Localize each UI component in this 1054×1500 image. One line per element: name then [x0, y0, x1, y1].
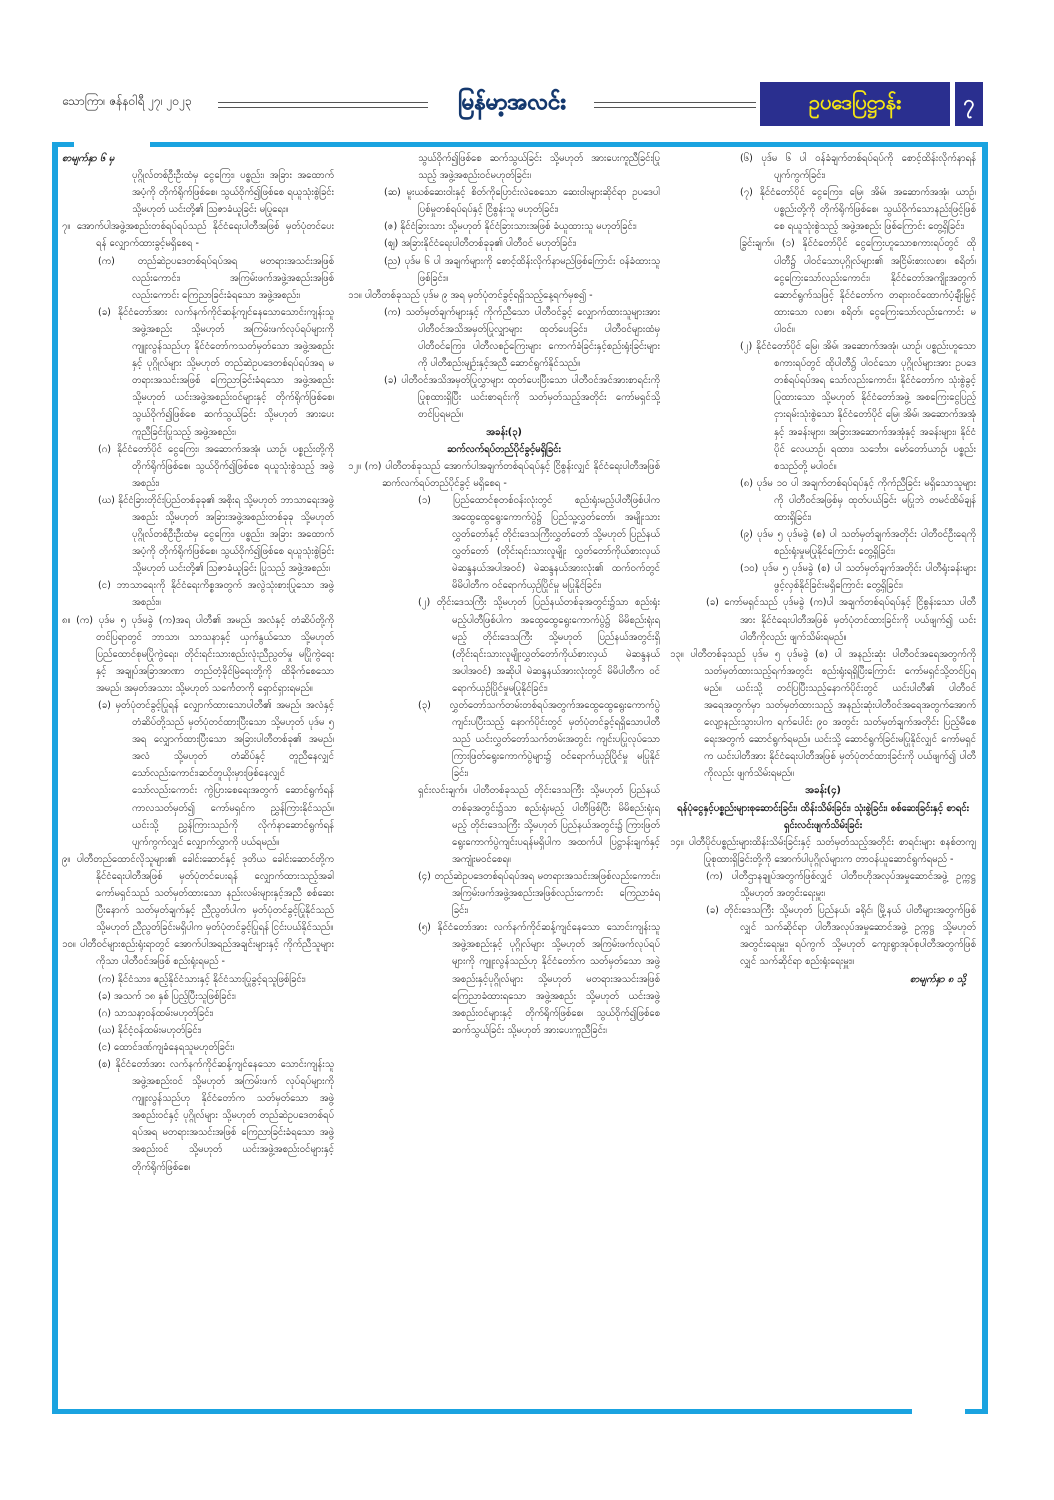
- header-rule-left: [218, 102, 428, 108]
- paragraph: ၁၁။ ပါတီတစ်ခုသည် ပုဒ်မ ၉ အရ မှတ်ပုံတင်ခွင့်ရရှိသည့်နေ့ရက်မှစ၍ -: [348, 289, 593, 301]
- paragraph: သွယ်ဝိုက်၍ဖြစ်စေ ဆက်သွယ်ခြင်း သို့မဟုတ် အားပေးကူညီခြင်းပြုသည့် အဖွဲ့အစည်းဝင်မဟုတ်ခြင်း၊: [418, 153, 660, 182]
- continued-from-label: စာမျက်နှာ ၆ မှ: [62, 153, 115, 164]
- paragraph: ၈။ (က) ပုဒ်မ ၅ ပုဒ်မခွဲ (က)အရ ပါတီ၏ အမည်၊ အလံနှင့် တံဆိပ်တို့ကို တင်ပြရာတွင် ဘာသာ၊ သာသနာနှင့် ယှက်နွယ်သော သို့မဟုတ် ပြည်ထောင်စုမပြိုကွဲရေး၊ တိုင်းရင်းသားစည်းလုံးညီညွတ်မှု မပြိုကွဲရေးနှင့် အချုပ်အခြာအာဏာ တည်တံ့ခိုင်မြဲရေးတို့ကို ထိခိုက်စေသော အမည်၊ အမှတ်အသား သို့မဟုတ် သင်္ကေတကို ရှောင်ရှားရမည်။: [62, 614, 334, 694]
- section-title: ဥပဒေပြဋ္ဌာန်း: [760, 82, 950, 126]
- paragraph: (ခ) နိုင်ငံတော်အား လက်နက်ကိုင်ဆန့်ကျင်နေသောသောင်းကျန်းသူအဖွဲ့အစည်း သို့မဟုတ် အကြမ်းဖက်လုပ်ရပ်များကို ကျူးလွန်သည်ဟု နိုင်ငံတော်ကသတ်မှတ်သော အဖွဲ့အစည်းနှင့် ပုဂ္ဂိုလ်များ သို့မဟုတ် တည်ဆဲဥပဒေတစ်ရပ်ရပ်အရ မတရားအသင်းအဖြစ် ကြေညာခြင်းခံရသော အဖွဲ့အစည်း သို့မဟုတ် ယင်းအဖွဲ့အစည်းဝင်များနှင့် တိုက်ရိုက်ဖြစ်စေ၊ သွယ်ဝိုက်၍ဖြစ်စေ ဆက်သွယ်ခြင်း သို့မဟုတ် အားပေးကူညီခြင်းပြုသည့် အဖွဲ့အစည်း၊: [98, 306, 334, 438]
- paragraph: (င) ထောင်ဒဏ်ကျခံနေရသူမဟုတ်ခြင်း၊: [98, 1041, 235, 1053]
- frame-border-top: [150, 142, 988, 147]
- paragraph: ၁၃။ ပါတီတစ်ခုသည် ပုဒ်မ ၅ ပုဒ်မခွဲ (စ) ပါ အနည်းဆုံး ပါတီဝင်အရေအတွက်ကို သတ်မှတ်ထားသည့်ရက်အတွင်း စည်းရုံးရရှိပြီးကြောင်း ကော်မရှင်သို့တင်ပြရမည်။ ယင်းသို့ တင်ပြပြီးသည့်နောက်ပိုင်းတွင် ယင်းပါတီ၏ ပါတီဝင်အရေအတွက်မှာ သတ်မှတ်ထားသည့် အနည်းဆုံးပါတီဝင်အရေအတွက်အောက် လျော့နည်းသွားပါက ရက်ပေါင်း ၉၀ အတွင်း သတ်မှတ်ချက်အတိုင်း ပြည့်မီစေရေးအတွက် ဆောင်ရွက်ရမည်။ ယင်းသို့ ဆောင်ရွက်ခြင်းမပြုနိုင်လျှင် ကော်မရှင်က ယင်းပါတီအား နိုင်ငံရေးပါတီအဖြစ် မှတ်ပုံတင်ထားခြင်းကို ပယ်ဖျက်၍ ပါတီကိုလည်း ဖျက်သိမ်းရမည်။: [670, 648, 976, 780]
- article-column-2: [348, 150, 660, 1402]
- paragraph: (ခ) ပါတီဝင်အသိအမှတ်ပြုလွှာများ ထုတ်ပေးပြီးသော ပါတီဝင်အင်အားစာရင်းကို ပြုစုထားရှိပြီး ယင်းစာရင်းကို သတ်မှတ်သည့်အတိုင်း ကော်မရှင်သို့ တင်ပြရမည်။: [384, 375, 660, 421]
- article-column-1: [62, 150, 334, 1402]
- paragraph: ၁၀။ ပါတီဝင်များစည်းရုံးရာတွင် အောက်ပါအရည်အချင်းများနှင့် ကိုက်ညီသူများကိုသာ ပါတီဝင်အဖြစ် စည်းရုံးရမည် -: [62, 939, 334, 968]
- paragraph: (၆) ပုဒ်မ ၆ ပါ ဝန်ခံချက်တစ်ရပ်ရပ်ကို စောင့်ထိန်းလိုက်နာရန် ပျက်ကွက်ခြင်း၊: [740, 153, 976, 182]
- paragraph: (ခ) ကော်မရှင်သည် ပုဒ်မခွဲ (က)ပါ အချက်တစ်ရပ်ရပ်နှင့် ငြိစွန်းသော ပါတီအား နိုင်ငံရေးပါတီအဖြစ် မှတ်ပုံတင်ထားခြင်းကို ပယ်ဖျက်၍ ယင်းပါတီကိုလည်း ဖျက်သိမ်းရမည်။: [706, 597, 976, 643]
- masthead-logo: မြန်မာ့အလင်း: [458, 89, 566, 115]
- frame-border-bottom: [965, 1409, 988, 1414]
- page-number: ၇: [955, 82, 983, 126]
- paragraph: (ခ) အသက် ၁၈ နှစ် ပြည့်ပြီးသူဖြစ်ခြင်း၊: [98, 990, 236, 1002]
- paragraph: (ဆ) မူးယစ်ဆေးဝါးနှင့် စိတ်ကိုပြောင်းလဲစေသော ဆေးဝါးများဆိုင်ရာ ဥပဒေပါ ပြစ်မှုတစ်ရပ်ရပ်နှင့် ငြိစွန်းသူ မဟုတ်ခြင်း၊: [384, 187, 660, 216]
- paragraph: (၉) ပုဒ်မ ၅ ပုဒ်မခွဲ (စ) ပါ သတ်မှတ်ချက်အတိုင်း ပါတီဝင်ဦးရေကို စည်းရုံးမှုမပြုနိုင်ကြောင်း တွေ့ရှိခြင်း၊: [740, 529, 976, 558]
- page-header: [0, 0, 1054, 140]
- chapter-heading: ရန်ပုံငွေနှင့်ပစ္စည်းများစုဆောင်းခြင်း၊ ထိန်းသိမ်းခြင်း၊ သုံးစွဲခြင်း၊ စစ်ဆေးခြင်းနှင့် စာရင်းရှင်းလင်းဖျက်သိမ်းခြင်း: [676, 802, 970, 831]
- paragraph: (၂) တိုင်းဒေသကြီး သို့မဟုတ် ပြည်နယ်တစ်ခုအတွင်း၌သာ စည်းရုံးမည့်ပါတီဖြစ်ပါက အထွေထွေရွေးကောက်ပွဲ၌ မိမိစည်းရုံးရမည့် တိုင်းဒေသကြီး သို့မဟုတ် ပြည်နယ်အတွင်းရှိ (တိုင်းရင်းသားလူမျိုးလွှတ်တော်ကိုယ်စားလှယ် မဲဆန္ဒနယ်အပါအဝင်) အဆိုပါ မဲဆန္ဒနယ်အားလုံးတွင် မိမိပါတီက ဝင်ရောက်ယှဉ်ပြိုင်မှုမပြုနိုင်ခြင်း၊: [418, 597, 660, 694]
- chapter-heading: အခန်း(၃): [486, 426, 522, 438]
- paragraph: (စ) နိုင်ငံတော်အား လက်နက်ကိုင်ဆန့်ကျင်နေသော သောင်းကျန်းသူ အဖွဲ့အစည်းဝင် သို့မဟုတ် အကြမ်းဖက် လုပ်ရပ်များကို ကျူးလွန်သည်ဟု နိုင်ငံတော်က သတ်မှတ်သော အဖွဲ့အစည်းဝင်နှင့် ပုဂ္ဂိုလ်များ သို့မဟုတ် တည်ဆဲဥပဒေတစ်ရပ်ရပ်အရ မတရားအသင်းအဖြစ် ကြေညာခြင်းခံရသော အဖွဲ့အစည်းဝင် သို့မဟုတ် ယင်းအဖွဲ့အစည်းဝင်များနှင့် တိုက်ရိုက်ဖြစ်စေ၊: [98, 1058, 334, 1173]
- paragraph: ၁၄။ ပါတီပိုင်ပစ္စည်းများထိန်းသိမ်းခြင်းနှင့် သတ်မှတ်သည့်အတိုင်း စာရင်းများ စနစ်တကျပြုစုထားရှိခြင်းတို့ကို အောက်ပါပုဂ္ဂိုလ်များက တာဝန်ယူဆောင်ရွက်ရမည် -: [670, 836, 976, 865]
- frame-border-top: [52, 142, 74, 147]
- frame-border-bottom: [52, 1409, 912, 1414]
- paragraph: (၁၀) ပုဒ်မ ၅ ပုဒ်မခွဲ (စ) ပါ သတ်မှတ်ချက်အတိုင်း ပါတီရုံးခန်းများ ဖွင့်လှစ်နိုင်ခြင်းမရှိကြောင်း တွေ့ရှိခြင်း၊: [740, 563, 976, 592]
- paragraph: (က) တည်ဆဲဥပဒေတစ်ရပ်ရပ်အရ မတရားအသင်းအဖြစ် လည်းကောင်း၊ အကြမ်းဖက်အဖွဲ့အစည်းအဖြစ် လည်းကောင်း ကြေညာခြင်းခံရသော အဖွဲ့အစည်း၊: [98, 255, 334, 301]
- continued-to-label: စာမျက်နှာ ၈ သို့: [909, 973, 966, 985]
- paragraph: (က) သတ်မှတ်ချက်များနှင့် ကိုက်ညီသော ပါတီဝင်ခွင့် လျှောက်ထားသူများအား ပါတီဝင်အသိအမှတ်ပြုလျှာများ ထုတ်ပေးခြင်း၊ ပါတီဝင်များထံမှ ပါတီဝင်ကြေး၊ ပါတီလစဉ်ကြေးများ ကောက်ခံခြင်းနှင့်စည်းရုံးခြင်းများကို ပါတီစည်းမျဉ်းနှင့်အညီ ဆောင်ရွက်နိုင်သည်။: [384, 306, 660, 370]
- paragraph: (၈) ပုဒ်မ ၁၀ ပါ အချက်တစ်ရပ်ရပ်နှင့် ကိုက်ညီခြင်း မရှိသောသူများကို ပါတီဝင်အဖြစ်မှ ထုတ်ပယ်ခြင်း မပြုဘဲ တမင်ထိမ်ချန်ထားရှိခြင်း၊: [740, 477, 976, 523]
- chapter-heading: ဆက်လက်ရပ်တည်ပိုင်ခွင့်မရှိခြင်း: [447, 443, 561, 455]
- chapter-heading: အခန်း(၄): [805, 785, 841, 797]
- paragraph: (၁) ပြည်ထောင်စုတစ်ဝန်းလုံးတွင် စည်းရုံးမည့်ပါတီဖြစ်ပါက အထွေထွေရွေးကောက်ပွဲ၌ ပြည်သူ့လွှတ်တော်၊ အမျိုးသားလွှတ်တော်နှင့် တိုင်းဒေသကြီးလွှတ်တော် သို့မဟုတ် ပြည်နယ်လွှတ်တော် (တိုင်းရင်းသားလူမျိုး လွှတ်တော်ကိုယ်စားလှယ် မဲဆန္ဒနယ်အပါအဝင်) မဲဆန္ဒနယ်အားလုံး၏ ထက်ဝက်တွင် မိမိပါတီက ဝင်ရောက်ယှဉ်ပြိုင်မှု မပြုနိုင်ခြင်း၊: [418, 494, 660, 592]
- paragraph: ၉။ ပါတီတည်ထောင်လိုသူများ၏ ခေါင်းဆောင်နှင့် ဒုတိယ ခေါင်းဆောင်တို့က နိုင်ငံရေးပါတီအဖြစ် မှတ်ပုံတင်ပေးရန် လျှောက်ထားသည့်အခါ ကော်မရှင်သည် သတ်မှတ်ထားသော နည်းလမ်းများနှင့်အညီ စစ်ဆေးပြီးနောက် သတ်မှတ်ချက်နှင့် ညီညွတ်ပါက မှတ်ပုံတင်ခွင့်ပြုနိုင်သည် သို့မဟုတ် ညီညွတ်ခြင်းမရှိပါက မှတ်ပုံတင်ခွင့်ပြုရန် ငြင်းပယ်နိုင်သည်။: [62, 853, 334, 934]
- paragraph: (၂) နိုင်ငံတော်ပိုင် မြေ၊ အိမ်၊ အဆောက်အအုံ၊ ယာဉ်၊ ပစ္စည်းဟူသော စကားရပ်တွင် ထိုပါတီ၌ ပါဝင်သော ပုဂ္ဂိုလ်များအား ဥပဒေတစ်ရပ်ရပ်အရ သော်လည်းကောင်း၊ နိုင်ငံတော်က သုံးစွဲခွင့်ပြုထားသော သို့မဟုတ် နိုင်ငံတော်အဖွဲ့ အစကြေးငွေပြည့် ငှားရမ်းသုံးစွဲသော နိုင်ငံတော်ပိုင် မြေ၊ အိမ်၊ အဆောက်အအုံနှင့် အခန်းများ၊ အခြားအဆောက်အအုံနှင့် အခန်းများ၊ နိုင်ငံပိုင် လေယာဉ်၊ ရထား၊ သင်္ဘော၊ မော်တော်ယာဉ်၊ ပစ္စည်း စသည်တို့ မပါဝင်။: [740, 341, 976, 472]
- issue-date: သောကြာ၊ ဇန်နဝါရီ ၂၇၊ ၂၀၂၃: [62, 94, 192, 108]
- paragraph: (၄) တည်ဆဲဥပဒေတစ်ရပ်ရပ်အရ မတရားအသင်းအဖြစ်လည်းကောင်း၊ အကြမ်းဖက်အဖွဲ့အစည်းအဖြစ်လည်းကောင်း ကြေညာခံရခြင်း၊: [418, 870, 660, 917]
- paragraph: (ဂ) နိုင်ငံတော်ပိုင် ငွေကြေး၊ အဆောက်အအုံ၊ ယာဉ်၊ ပစ္စည်းတို့ကို တိုက်ရိုက်ဖြစ်စေ၊ သွယ်ဝိုက်၍ဖြစ်စေ ရယူသုံးစွဲသည့် အဖွဲ့အစည်း၊: [98, 443, 334, 489]
- paragraph: (င) ဘာသာရေးကို နိုင်ငံရေးကိစ္စအတွက် အလွဲသုံးစားပြုသော အဖွဲ့အစည်း။: [98, 580, 334, 609]
- paragraph: (က) နိုင်ငံသား၊ ဧည့်နိုင်ငံသားနှင့် နိုင်ငံသားပြုခွင့်ရသူဖြစ်ခြင်း၊: [98, 973, 306, 985]
- paragraph: (ဃ) နိုင်ငံခြားတိုင်းပြည်တစ်ခုခု၏ အစိုးရ သို့မဟုတ် ဘာသာရေးအဖွဲ့အစည်း သို့မဟုတ် အခြားအဖွဲ့အစည်းတစ်ခုခု သို့မဟုတ် ပုဂ္ဂိုလ်တစ်ဦးဦးထံမှ ငွေကြေး၊ ပစ္စည်း၊ အခြား အထောက်အပံ့ကို တိုက်ရိုက်ဖြစ်စေ၊ သွယ်ဝိုက်၍ဖြစ်စေ ရယူသုံးစွဲခြင်း သို့မဟုတ် ယင်းတို့၏ ဩဇာခံယူခြင်း ပြုသည့် အဖွဲ့အစည်း၊: [98, 494, 334, 575]
- paragraph: (က) ပါတီဌာနချုပ်အတွက်ဖြစ်လျှင် ပါတီဗဟိုအလုပ်အမှုဆောင်အဖွဲ့ ဥက္ကဋ္ဌ သို့မဟုတ် အတွင်းရေးမှူး၊: [706, 870, 976, 900]
- paragraph: (ဃ) နိုင်ငံ့ဝန်ထမ်းမဟုတ်ခြင်း၊: [98, 1024, 202, 1036]
- paragraph: (၇) နိုင်ငံတော်ပိုင် ငွေကြေး၊ မြေ၊ အိမ်၊ အဆောက်အအုံ၊ ယာဉ်၊ ပစ္စည်းတို့ကို တိုက်ရိုက်ဖြစ်စေ၊ သွယ်ဝိုက်သောနည်းဖြင့်ဖြစ်စေ ရယူသုံးစွဲသည့် အဖွဲ့အစည်း ဖြစ်ကြောင်း တွေ့ရှိခြင်း၊: [740, 187, 976, 233]
- frame-border-left: [52, 142, 58, 1414]
- paragraph: (၅) နိုင်ငံတော်အား လက်နက်ကိုင်ဆန့်ကျင်နေသော သောင်းကျန်းသူ အဖွဲ့အစည်းနှင့် ပုဂ္ဂိုလ်များ သို့မဟုတ် အကြမ်းဖက်လုပ်ရပ်များကို ကျူးလွန်သည်ဟု နိုင်ငံတော်က သတ်မှတ်သော အဖွဲ့အစည်းနှင့်ပုဂ္ဂိုလ်များ သို့မဟုတ် မတရားအသင်းအဖြစ် ကြေညာခံထားရသော အဖွဲ့အစည်း သို့မဟုတ် ယင်းအဖွဲ့အစည်းဝင်များနှင့် တိုက်ရိုက်ဖြစ်စေ၊ သွယ်ဝိုက်၍ဖြစ်စေ ဆက်သွယ်ခြင်း သို့မဟုတ် အားပေးကူညီခြင်း၊: [418, 922, 660, 1036]
- paragraph: (ခ) မှတ်ပုံတင်ခွင့်ပြုရန် လျှောက်ထားသောပါတီ၏ အမည်၊ အလံနှင့် တံဆိပ်တို့သည် မှတ်ပုံတင်ထားပြီးသော သို့မဟုတ် ပုဒ်မ ၅ အရ လျှောက်ထားပြီးသော အခြားပါတီတစ်ခု၏ အမည်၊ အလံ သို့မဟုတ် တံဆိပ်နှင့် တူညီနေလျှင်သော်လည်းကောင်း၊ဆင်တူယိုးမှားဖြစ်နေလျှင်သော်လည်းကောင်း ကွဲပြားစေရေးအတွက် ဆောင်ရွက်ရန် ကာလသတ်မှတ်၍ ကော်မရှင်က ညွှန်ကြားနိုင်သည်။ ယင်းသို့ ညွှန်ကြားသည်ကို လိုက်နာဆောင်ရွက်ရန်ပျက်ကွက်လျှင် လျှောက်လွှာကို ပယ်ရမည်။: [98, 700, 334, 848]
- paragraph: (၃) လွှတ်တော်သက်တမ်းတစ်ရပ်အတွက်အထွေထွေရွေးကောက်ပွဲကျင်းပပြီးသည့် နောက်ပိုင်းတွင် မှတ်ပုံတင်ခွင့်ရရှိသောပါတီသည် ယင်းလွှတ်တော်သက်တမ်းအတွင်း ကျင်းပပြုလုပ်သောကြားဖြတ်ရွေးကောက်ပွဲများ၌ ဝင်ရောက်ယှဉ်ပြိုင်မှု မပြုနိုင်ခြင်း၊: [418, 700, 660, 780]
- paragraph: (ဂ) သာသနာ့ဝန်ထမ်းမဟုတ်ခြင်း၊: [98, 1007, 214, 1019]
- paragraph: ၁၂။ (က) ပါတီတစ်ခုသည် အောက်ပါအချက်တစ်ရပ်ရပ်နှင့် ငြိစွန်းလျှင် နိုင်ငံရေးပါတီအဖြစ် ဆက်လက်ရပ်တည်ပိုင်ခွင့် မရှိစေရ -: [348, 460, 660, 489]
- paragraph: (ခ) တိုင်းဒေသကြီး သို့မဟုတ် ပြည်နယ်၊ ခရိုင်၊ မြို့နယ် ပါတီများအတွက်ဖြစ်လျှင် သက်ဆိုင်ရာ ပါတီအလုပ်အမှုဆောင်အဖွဲ့ ဥက္ကဋ္ဌ သို့မဟုတ် အတွင်းရေးမှူး၊ ရပ်ကွက် သို့မဟုတ် ကျေးရွာအုပ်စုပါတီအတွက်ဖြစ်လျှင် သက်ဆိုင်ရာ စည်းရုံးရေးမှူး။: [706, 905, 976, 968]
- header-rule-right: [594, 102, 756, 108]
- paragraph: ခြွင်းချက်။ (၁) နိုင်ငံတော်ပိုင် ငွေကြေးဟူသောစကားရပ်တွင် ထိုပါတီ၌ ပါဝင်သောပုဂ္ဂိုလ်များ၏ အငြိမ်းစားလစာ၊ စရိတ်၊ ငွေကြေးသော်လည်းကောင်း၊ နိုင်ငံတော်အကျိုးအတွက် ဆောင်ရွက်သဖြင့် နိုင်ငံတော်က တရားဝင်ထောက်ပံ့ချီးမြှင့်ထားသော လစာ၊ စရိတ်၊ ငွေကြေးသော်လည်းကောင်း မပါဝင်။: [740, 238, 976, 335]
- paragraph: ရှင်းလင်းချက်။ ပါတီတစ်ခုသည် တိုင်းဒေသကြီး သို့မဟုတ် ပြည်နယ်တစ်ခုအတွင်း၌သာ စည်းရုံးမည့် ပါတီဖြစ်ပြီး မိမိစည်းရုံးရမည့် တိုင်းဒေသကြီး သို့မဟုတ် ပြည်နယ်အတွင်း၌ ကြားဖြတ်ရွေးကောက်ပွဲကျင်းပရန်မရှိပါက အထက်ပါ ပြဋ္ဌာန်းချက်နှင့် အကျုံးမဝင်စေရ။: [418, 785, 660, 865]
- paragraph: ၇။ အောက်ပါအဖွဲ့အစည်းတစ်ရပ်ရပ်သည် နိုင်ငံရေးပါတီအဖြစ် မှတ်ပုံတင်ပေးရန် လျှောက်ထားခွင့်မရှိစေရ -: [62, 221, 334, 250]
- paragraph: (ည) ပုဒ်မ ၆ ပါ အချက်များကို စောင့်ထိန်းလိုက်နာမည်ဖြစ်ကြောင်း ဝန်ခံထားသူဖြစ်ခြင်း။: [384, 255, 660, 284]
- paragraph: (ဇ) နိုင်ငံခြားသား သို့မဟုတ် နိုင်ငံခြားသားအဖြစ် ခံယူထားသူ မဟုတ်ခြင်း၊: [384, 221, 637, 233]
- article-column-3: [670, 150, 976, 1402]
- paragraph: (ဈ) အခြားနိုင်ငံရေးပါတီတစ်ခုခု၏ ပါတီဝင် မဟုတ်ခြင်း၊: [384, 238, 577, 250]
- frame-border-right: [982, 142, 988, 1414]
- paragraph: ပုဂ္ဂိုလ်တစ်ဦးဦးထံမှ ငွေကြေး၊ ပစ္စည်း၊ အခြား အထောက်အပံ့ကို တိုက်ရိုက်ဖြစ်စေ၊ သွယ်ဝိုက်၍ဖြစ်စေ ရယူသုံးစွဲခြင်း သို့မဟုတ် ယင်းတို့၏ ဩဇာခံယူခြင်း မပြုရေး။: [132, 170, 334, 216]
